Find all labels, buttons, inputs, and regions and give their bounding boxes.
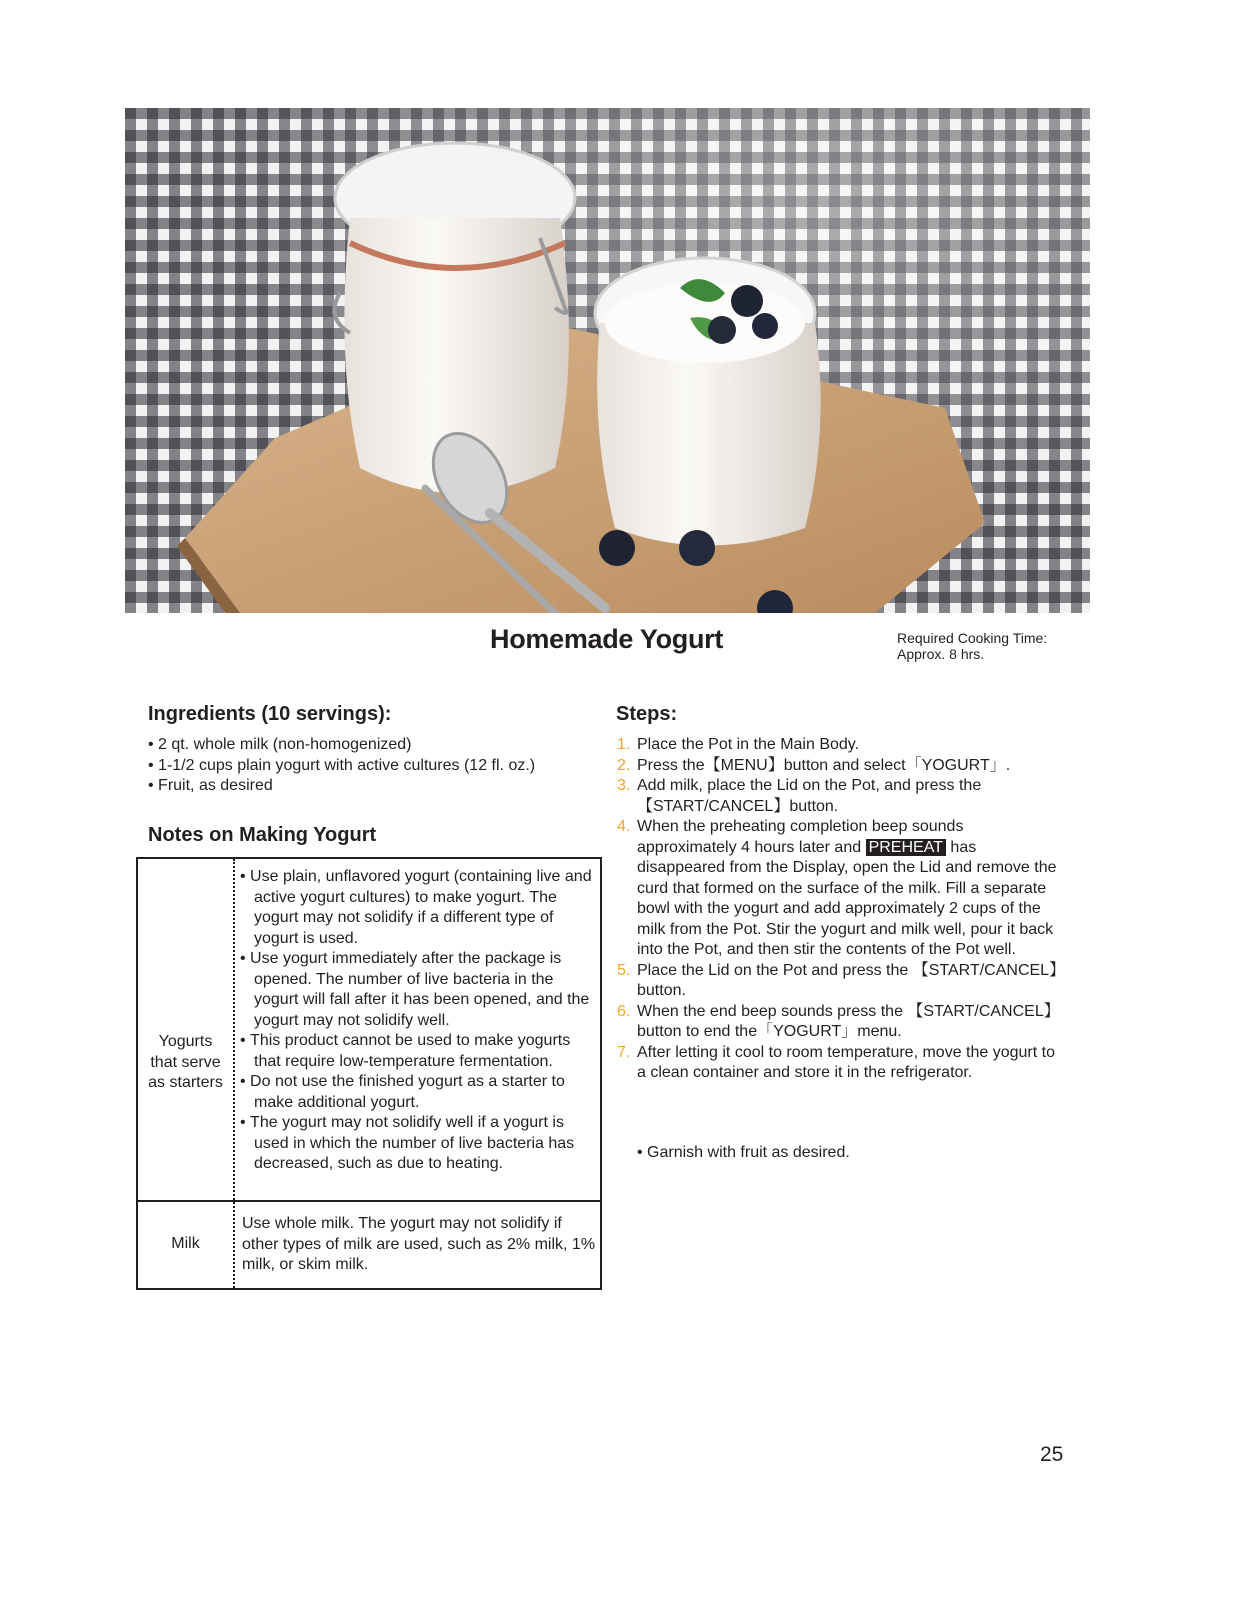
yogurt-photo xyxy=(125,108,1090,613)
recipe-title: Homemade Yogurt xyxy=(490,624,724,654)
step-text: Place the Lid on the Pot and press the 【START/CANCEL】button. xyxy=(637,961,1066,999)
step-number: 6. xyxy=(617,1002,631,1020)
step-number: 1. xyxy=(617,736,631,753)
column-divider xyxy=(233,859,235,1288)
note-item: • Use yogurt immediately after the package is opened. The number of live bacteria in the yogurt will fall after it has been opened, and the yogurt may not solidify well. xyxy=(240,949,600,1031)
step-number: 5. xyxy=(617,961,631,979)
step-text: After letting it cool to room temperature, move the yogurt to a clean container and store it in the refrigerator. xyxy=(637,1043,1055,1081)
steps-list xyxy=(617,735,1067,1084)
step-item xyxy=(617,961,1067,1002)
cooking-time xyxy=(897,630,1047,662)
notes-table xyxy=(136,857,602,1290)
cooking-time-label: Required Cooking Time: xyxy=(897,630,1048,646)
step-item xyxy=(617,776,1067,817)
step-item xyxy=(617,735,1067,756)
notes-row-label-text: Yogurts that serve as starters xyxy=(148,1033,223,1091)
step-number: 7. xyxy=(617,1043,631,1061)
note-item: • This product cannot be used to make yogurts that require low-temperature fermentation. xyxy=(240,1031,600,1072)
starter-notes-list xyxy=(240,867,600,1175)
ingredient-item: • Fruit, as desired xyxy=(148,776,535,797)
page-number: 25 xyxy=(1040,1443,1064,1466)
ingredient-item: • 2 qt. whole milk (non-homogenized) xyxy=(148,735,535,756)
step-text: Add milk, place the Lid on the Pot, and press the 【START/CANCEL】button. xyxy=(637,777,982,815)
preheat-display-badge: PREHEAT xyxy=(866,839,946,856)
step-text: Place the Pot in the Main Body. xyxy=(637,736,860,753)
note-item: • The yogurt may not solidify well if a yogurt is used in which the number of live bacteria has decreased, such as due to heating. xyxy=(240,1113,600,1175)
step-text-pre: When the preheating completion beep sounds approximately 4 hours later and xyxy=(637,818,964,856)
ingredients-list xyxy=(148,735,535,797)
step-item xyxy=(617,1002,1067,1043)
garnish-note xyxy=(637,1143,850,1164)
step-number: 2. xyxy=(617,756,631,774)
bullet-icon: • xyxy=(637,1144,648,1161)
note-item: • Use plain, unflavored yogurt (containing live and active yogurt cultures) to make yogurt. The yogurt may not solidify if a different type of yogurt is used. xyxy=(240,867,600,949)
notes-row-label-milk: Milk xyxy=(171,1235,200,1252)
notes-heading: Notes on Making Yogurt xyxy=(148,824,377,846)
cooking-time-value: Approx. 8 hrs. xyxy=(897,646,985,662)
row-divider xyxy=(138,1200,600,1202)
step-text-post: has disappeared from the Display, open the Lid and remove the curd that formed on the surface of the milk. Fill a separate bowl with the yogurt and add approximately 2 cups of the milk from the Pot. Stir the yogurt and milk well, pour it back into the Pot, and then stir the contents of the Pot well. xyxy=(637,838,1057,958)
step-number: 4. xyxy=(617,818,631,835)
note-item: • Do not use the finished yogurt as a starter to make additional yogurt. xyxy=(240,1072,600,1113)
garnish-text: Garnish with fruit as desired. xyxy=(647,1144,850,1161)
step-text: Press the【MENU】button and select「YOGURT」. xyxy=(637,756,1011,774)
notes-row-label-starters xyxy=(138,1032,233,1094)
step-item xyxy=(617,817,1067,961)
step-item xyxy=(617,756,1067,777)
ingredient-item: • 1-1/2 cups plain yogurt with active cultures (12 fl. oz.) xyxy=(148,756,535,777)
milk-note: Use whole milk. The yogurt may not solidify if other types of milk are used, such as 2% milk, 1% milk, or skim milk. xyxy=(242,1215,596,1273)
ingredients-heading: Ingredients (10 servings): xyxy=(148,703,392,725)
step-item xyxy=(617,1043,1067,1084)
steps-heading: Steps: xyxy=(616,703,678,725)
step-number: 3. xyxy=(617,777,631,794)
step-text: When the end beep sounds press the 【START/CANCEL】button to end the「YOGURT」menu. xyxy=(637,1002,1060,1040)
